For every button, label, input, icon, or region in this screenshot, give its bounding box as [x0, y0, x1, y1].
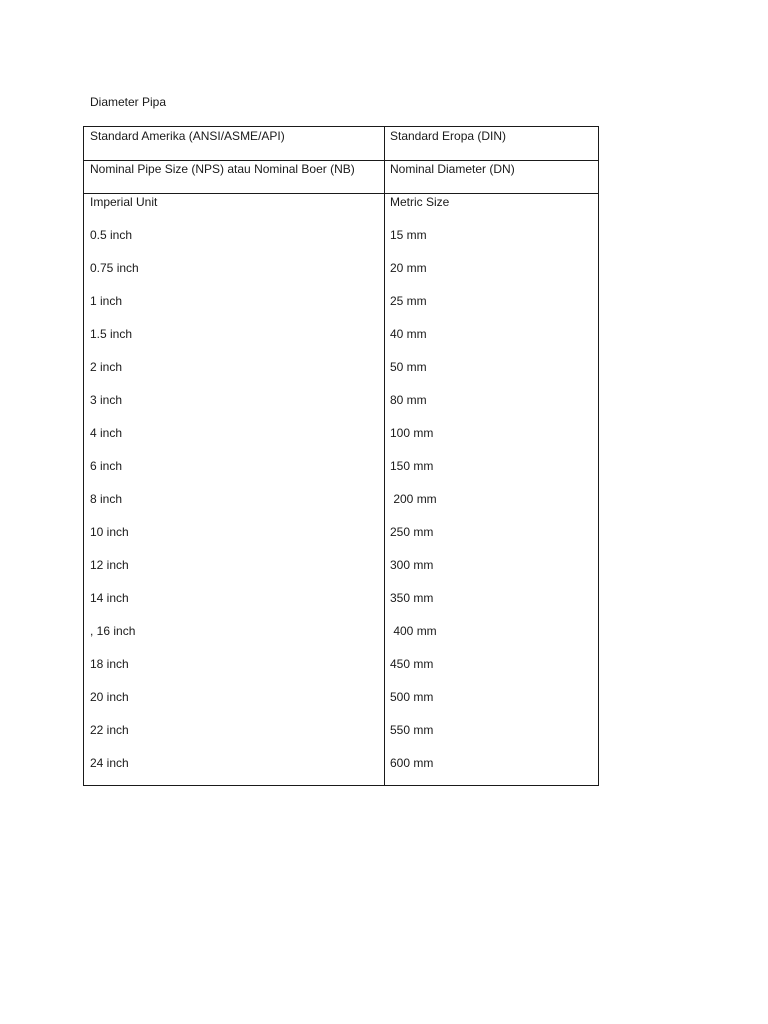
- metric-size-cell: 200 mm: [390, 492, 437, 506]
- imperial-size-cell: 24 inch: [90, 756, 129, 770]
- imperial-size-cell: 10 inch: [90, 525, 129, 539]
- header-nominal-pipe-size: Nominal Pipe Size (NPS) atau Nominal Boer (NB): [90, 162, 355, 176]
- metric-size-cell: 50 mm: [390, 360, 427, 374]
- imperial-size-cell: , 16 inch: [90, 624, 136, 638]
- metric-size-cell: 100 mm: [390, 426, 434, 440]
- metric-size-cell: 450 mm: [390, 657, 434, 671]
- metric-size-cell: 600 mm: [390, 756, 434, 770]
- imperial-size-cell: 1 inch: [90, 294, 123, 308]
- metric-size-cell: 15 mm: [390, 228, 427, 242]
- metric-size-cell: 25 mm: [390, 294, 427, 308]
- imperial-size-cell: 0.75 inch: [90, 261, 139, 275]
- imperial-size-cell: 0.5 inch: [90, 228, 133, 242]
- imperial-size-cell: 14 inch: [90, 591, 129, 605]
- page-title: Diameter Pipa: [90, 95, 167, 109]
- imperial-size-cell: 4 inch: [90, 426, 123, 440]
- header-nominal-diameter: Nominal Diameter (DN): [390, 162, 515, 176]
- imperial-size-cell: 8 inch: [90, 492, 123, 506]
- metric-size-cell: 80 mm: [390, 393, 427, 407]
- metric-size-label: Metric Size: [390, 195, 450, 209]
- imperial-size-cell: 2 inch: [90, 360, 123, 374]
- pipe-diameter-table: [83, 126, 599, 786]
- imperial-size-cell: 22 inch: [90, 723, 129, 737]
- header-european-standard: Standard Eropa (DIN): [390, 129, 507, 143]
- metric-size-cell: 350 mm: [390, 591, 434, 605]
- column-divider: [384, 127, 385, 785]
- imperial-unit-label: Imperial Unit: [90, 195, 158, 209]
- metric-size-cell: 300 mm: [390, 558, 434, 572]
- metric-size-cell: 20 mm: [390, 261, 427, 275]
- imperial-size-cell: 12 inch: [90, 558, 129, 572]
- imperial-size-cell: 1.5 inch: [90, 327, 133, 341]
- metric-size-cell: 550 mm: [390, 723, 434, 737]
- header-american-standard: Standard Amerika (ANSI/ASME/API): [90, 129, 285, 143]
- metric-size-cell: 400 mm: [390, 624, 437, 638]
- metric-size-cell: 40 mm: [390, 327, 427, 341]
- imperial-size-cell: 3 inch: [90, 393, 123, 407]
- imperial-size-cell: 6 inch: [90, 459, 123, 473]
- imperial-size-cell: 18 inch: [90, 657, 129, 671]
- metric-size-cell: 500 mm: [390, 690, 434, 704]
- metric-size-cell: 250 mm: [390, 525, 434, 539]
- metric-size-cell: 150 mm: [390, 459, 434, 473]
- row-divider: [84, 193, 598, 194]
- imperial-size-cell: 20 inch: [90, 690, 129, 704]
